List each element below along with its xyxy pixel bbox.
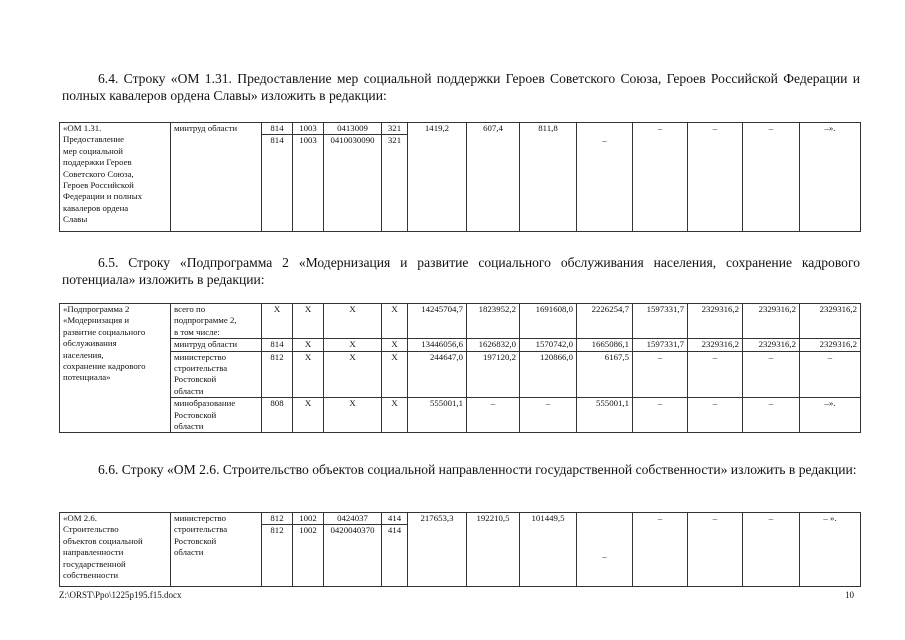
value-cell: 1665086,1 <box>577 339 633 351</box>
value-cell: 1597331,7 <box>633 304 688 339</box>
table-row <box>60 123 861 135</box>
paragraph-6-6 <box>62 461 860 478</box>
value-cell: 244647,0 <box>408 351 467 398</box>
executor-cell: всего по подпрограмме 2, в том числе: <box>171 304 262 339</box>
value-cell: – <box>633 123 688 232</box>
code-cell: X <box>324 304 382 339</box>
executor-cell: министерство строительства Ростовской области <box>171 351 262 398</box>
value-cell: 1823952,2 <box>467 304 520 339</box>
code-cell: 812 <box>262 525 293 587</box>
value-cell: 14245704,7 <box>408 304 467 339</box>
table-row <box>60 351 861 398</box>
value-cell: – <box>800 351 861 398</box>
value-cell: 2329316,2 <box>800 304 861 339</box>
value-cell: 101449,5 <box>520 513 577 587</box>
value-cell: 2329316,2 <box>688 339 743 351</box>
value-cell: – <box>633 513 688 587</box>
code-cell: 321 <box>382 123 408 135</box>
table-row <box>60 304 861 339</box>
value-cell: – <box>688 513 743 587</box>
code-cell: X <box>293 304 324 339</box>
value-cell: – <box>520 398 577 433</box>
value-cell: 2329316,2 <box>743 339 800 351</box>
code-cell: X <box>324 398 382 433</box>
code-cell: 814 <box>262 123 293 135</box>
code-cell: 0413009 <box>324 123 382 135</box>
code-cell: 0410030090 <box>324 135 382 232</box>
value-cell: 2329316,2 <box>743 304 800 339</box>
value-cell: – <box>633 351 688 398</box>
value-cell: – <box>688 123 743 232</box>
value-cell: 1570742,0 <box>520 339 577 351</box>
code-cell: 0424037 <box>324 513 382 525</box>
footer-file-path: Z:\ORST\Ppo\1225p195.f15.docx <box>59 590 182 600</box>
code-cell: 814 <box>262 339 293 351</box>
value-cell: – <box>467 398 520 433</box>
row-name-cell: «Подпрограмма 2 «Модернизация и развитие социального обслуживания населения, сохранение кадрового потенциала» <box>60 304 171 433</box>
code-cell: X <box>293 398 324 433</box>
code-cell: X <box>382 339 408 351</box>
executor-cell: минтруд области <box>171 123 262 232</box>
code-cell: 814 <box>262 135 293 232</box>
value-cell: –». <box>800 398 861 433</box>
code-cell: 321 <box>382 135 408 232</box>
intro-6-6: 6.6. Строку «ОМ 2.6. Строительство объектов социальной направленности государственной собственности» изложить в редакции: <box>98 462 857 477</box>
code-cell: 1002 <box>293 525 324 587</box>
table-subprogram-2 <box>59 303 861 433</box>
code-cell: X <box>382 351 408 398</box>
code-cell: X <box>324 351 382 398</box>
executor-cell: министерство строительства Ростовской области <box>171 513 262 587</box>
row-name-cell: «ОМ 1.31. Предоставление мер социальной поддержки Героев Советского Союза, Героев Российской Федерации и полных кавалеров ордена Славы <box>60 123 171 232</box>
row-name-cell: «ОМ 2.6. Строительство объектов социальной направленности государственной собственности <box>60 513 171 587</box>
value-cell: – <box>633 398 688 433</box>
table-om-1-31 <box>59 122 861 232</box>
code-cell: X <box>262 304 293 339</box>
value-cell: 1419,2 <box>408 123 467 232</box>
value-cell: –». <box>800 123 861 232</box>
value-cell: – <box>743 351 800 398</box>
value-cell: – <box>743 398 800 433</box>
table-row <box>60 513 861 525</box>
value-cell: 6167,5 <box>577 351 633 398</box>
value-cell: 2226254,7 <box>577 304 633 339</box>
code-cell: 812 <box>262 351 293 398</box>
value-cell: – <box>577 513 633 587</box>
executor-cell: минобразование Ростовской области <box>171 398 262 433</box>
table-om-2-6 <box>59 512 861 587</box>
code-cell: 1003 <box>293 123 324 135</box>
value-cell: – <box>688 351 743 398</box>
value-cell: 2329316,2 <box>688 304 743 339</box>
code-cell: X <box>382 398 408 433</box>
value-cell: – <box>688 398 743 433</box>
value-cell: 192210,5 <box>467 513 520 587</box>
intro-6-4: 6.4. Строку «ОМ 1.31. Предоставление мер социальной поддержки Героев Советского Союза, Героев Российской Федерации и полных кавалеров ордена Славы» изложить в редакции: <box>62 71 860 103</box>
value-cell: 555001,1 <box>577 398 633 433</box>
intro-6-5: 6.5. Строку «Подпрограмма 2 «Модернизация и развитие социального обслуживания населения, сохранение кадрового потенциала» изложить в редакции: <box>62 255 860 287</box>
code-cell: 1003 <box>293 135 324 232</box>
code-cell: X <box>293 351 324 398</box>
paragraph-6-5 <box>62 254 860 288</box>
value-cell: 13446056,6 <box>408 339 467 351</box>
page-number: 10 <box>845 590 854 600</box>
value-cell: 197120,2 <box>467 351 520 398</box>
code-cell: X <box>293 339 324 351</box>
code-cell: 1002 <box>293 513 324 525</box>
value-cell: 555001,1 <box>408 398 467 433</box>
code-cell: 414 <box>382 513 408 525</box>
value-cell: 120866,0 <box>520 351 577 398</box>
paragraph-6-4 <box>62 70 860 104</box>
value-cell: – <box>577 123 633 232</box>
value-cell: 1691608,0 <box>520 304 577 339</box>
value-cell: – <box>743 513 800 587</box>
code-cell: 808 <box>262 398 293 433</box>
value-cell: 1626832,0 <box>467 339 520 351</box>
value-cell: 2329316,2 <box>800 339 861 351</box>
value-cell: 811,8 <box>520 123 577 232</box>
table-row <box>60 398 861 433</box>
code-cell: 0420040370 <box>324 525 382 587</box>
value-cell: 217653,3 <box>408 513 467 587</box>
code-cell: X <box>324 339 382 351</box>
table-row <box>60 339 861 351</box>
code-cell: X <box>382 304 408 339</box>
executor-cell: минтруд области <box>171 339 262 351</box>
code-cell: 812 <box>262 513 293 525</box>
code-cell: 414 <box>382 525 408 587</box>
value-cell: – <box>743 123 800 232</box>
value-cell: 1597331,7 <box>633 339 688 351</box>
value-cell: 607,4 <box>467 123 520 232</box>
value-cell: – ». <box>800 513 861 587</box>
